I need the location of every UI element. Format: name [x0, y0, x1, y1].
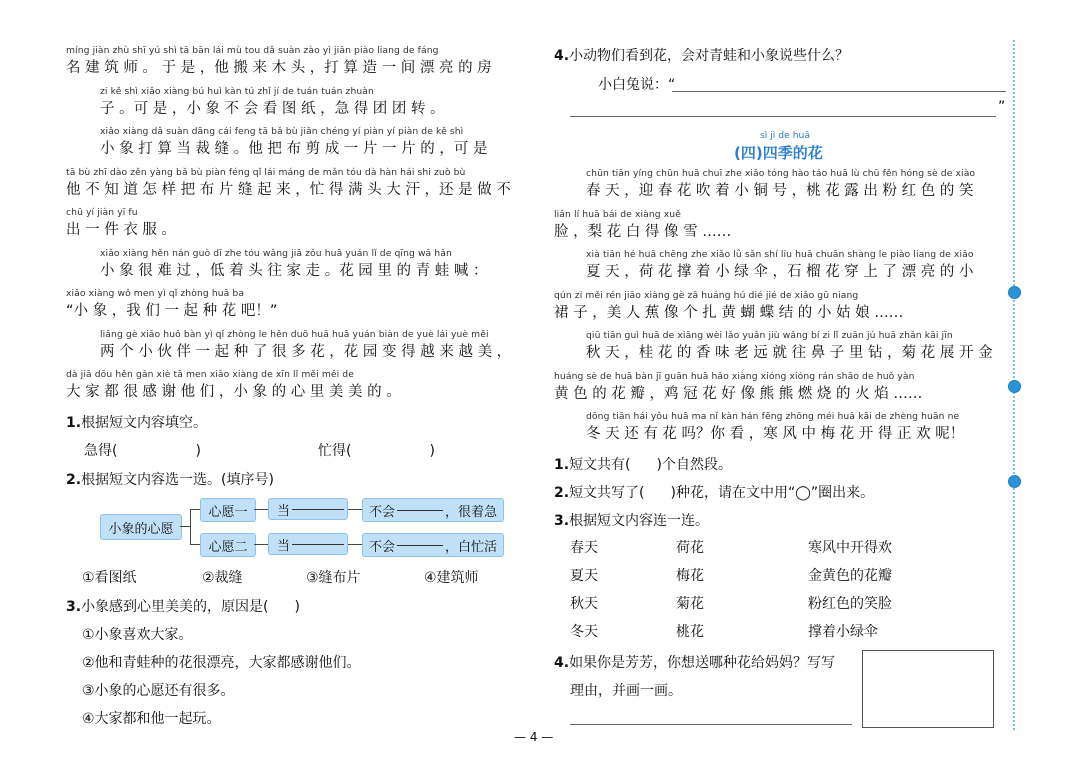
pinyin-line: qiū tiān guì huā de xiāng wèi lǎo yuǎn jiù wǎng bí zi lǐ zuān jú huā zhǎn kāi jīn — [586, 330, 953, 341]
answer-line-1[interactable] — [672, 91, 1006, 92]
hanzi-line: 两 个 小 伙 伴 一 起 种 了 很 多 花 ，花 园 变 得 越 来 越 美 ， — [100, 343, 512, 360]
page-number: — 4 — — [514, 730, 554, 744]
option-2: ②裁缝 — [202, 570, 243, 586]
right-question-4a: 4.小动物们看到花，会对青蛙和小象说些什么？ — [554, 48, 850, 64]
right-question-1[interactable]: 1.短文共有( )个自然段。 — [554, 457, 732, 473]
pinyin-line: liǎng gè xiǎo huǒ bàn yì qǐ zhòng le hěn duō huā huā yuán biàn de yuè lái yuè měi — [100, 328, 489, 340]
trait-4[interactable]: 撑着小绿伞 — [808, 624, 878, 640]
right-question-3: 3.根据短文内容连一连。 — [554, 513, 710, 529]
wish-two-result-blank[interactable]: 不会 ，白忙活 — [362, 533, 504, 557]
pinyin-line: xiǎo xiàng wǒ men yì qǐ zhòng huā ba — [66, 288, 245, 299]
flower-chrysanthemum[interactable]: 菊花 — [676, 596, 704, 612]
hanzi-line: 春 天 ，迎 春 花 吹 着 小 铜 号 ，桃 花 露 出 粉 红 色 的 笑 — [586, 183, 974, 199]
pinyin-line: dà jiā dōu hěn gǎn xiè tā men xiǎo xiàng de xīn lǐ měi měi de — [66, 369, 354, 380]
hanzi-line: 脸 ，梨 花 白 得 像 雪 …… — [554, 223, 732, 240]
trait-3[interactable]: 粉红色的笑脸 — [808, 596, 892, 612]
pinyin-line: chū yí jiàn yī fu — [66, 207, 138, 218]
hanzi-line: 子 。可 是 ，小 象 不 会 看 图 纸 ，急 得 团 团 转 。 — [100, 100, 445, 117]
hanzi-line: 小 象 打 算 当 裁 缝 。他 把 布 剪 成 一 片 一 片 的 ，可 是 — [100, 141, 488, 157]
pinyin-line: liǎn lí huā bái de xiàng xuě — [554, 208, 681, 220]
drawing-box[interactable] — [862, 650, 994, 728]
hanzi-line: 出 一 件 衣 服 。 — [66, 222, 177, 238]
hanzi-line: 冬 天 还 有 花 吗？你 看 ，寒 风 中 梅 花 开 得 正 欢 呢！ — [586, 426, 965, 442]
hanzi-line: 裙 子 ，美 人 蕉 像 个 扎 黄 蝴 蝶 结 的 小 姑 娘 …… — [554, 304, 904, 321]
pinyin-line: míng jiàn zhù shī yú shì tā bān lái mù tou dǎ suàn zào yì jiān piào liang de fáng — [66, 45, 439, 56]
binding-dot-1 — [1008, 286, 1021, 299]
fill-blank-anxious[interactable]: 急得( ) — [84, 443, 201, 459]
rabbit-says-label: 小白兔说：“ — [598, 77, 676, 93]
pinyin-line: xiǎo xiàng hěn nán guò dī zhe tóu wǎng jiā zǒu huā yuán lǐ de qīng wā hǎn — [100, 247, 452, 259]
pinyin-line: xià tiān hé huā chēng zhe xiǎo lǜ sǎn shí liu huā chuān shàng le piào liang de xiǎo — [586, 249, 974, 260]
season-summer[interactable]: 夏天 — [570, 568, 598, 584]
hanzi-line: 秋 天 ，桂 花 的 香 味 老 远 就 往 鼻 子 里 钻 ，菊 花 展 开 金 — [586, 345, 993, 361]
pinyin-line: xiǎo xiàng dǎ suàn dāng cái feng tā bǎ bù jiǎn chéng yí piàn yí piàn de kě shì — [100, 126, 464, 137]
season-winter[interactable]: 冬天 — [570, 624, 598, 640]
pinyin-line: tā bù zhī dào zěn yàng bǎ bù piàn féng qǐ lái máng de mǎn tóu dà hàn hái shi zuò bù — [66, 166, 466, 178]
wish-one-box: 心愿一 — [200, 498, 256, 522]
wish-one-result-blank[interactable]: 不会 ，很着急 — [362, 498, 504, 522]
reason-option-1: ①小象喜欢大家。 — [82, 627, 193, 643]
section-title-pinyin: sì jì de huā — [760, 130, 810, 141]
hanzi-line: 他 不 知 道 怎 样 把 布 片 缝 起 来 ，忙 得 满 头 大 汗 ，还 是 做 不 — [66, 181, 511, 198]
pinyin-line: huáng sè de huā bàn jī guān huā hǎo xiàng xióng xióng rán shāo de huǒ yàn — [554, 370, 915, 382]
left-question-2: 2.根据短文内容选一选。(填序号) — [66, 472, 274, 488]
season-autumn[interactable]: 秋天 — [570, 596, 598, 612]
reason-option-2: ②他和青蛙种的花很漂亮，大家都感谢他们。 — [82, 655, 361, 671]
pinyin-line: chūn tiān yíng chūn huā chuī zhe xiǎo tóng hào táo huā lù chū fěn hóng sè de xiào — [586, 168, 976, 179]
option-3: ③缝布片 — [306, 570, 361, 586]
trait-2[interactable]: 金黄色的花瓣 — [808, 568, 892, 584]
right-question-4b: 4.如果你是芳芳，你想送哪种花给妈妈？写写 — [554, 655, 836, 671]
left-question-1: 1.根据短文内容填空。 — [66, 415, 208, 431]
hanzi-line: 名 建 筑 师 。 于 是 ，他 搬 来 木 头 ，打 算 造 一 间 漂 亮 的 房 — [66, 60, 492, 76]
option-4: ④建筑师 — [424, 570, 479, 586]
section-title: (四)四季的花 — [734, 144, 823, 162]
right-question-4b-line2: 理由，并画一画。 — [570, 683, 682, 699]
reason-answer-line[interactable] — [570, 724, 852, 725]
reason-option-3: ③小象的心愿还有很多。 — [82, 683, 235, 699]
pinyin-line: zi kě shì xiǎo xiàng bú huì kàn tú zhǐ jí de tuán tuán zhuàn — [100, 85, 374, 97]
wish-root-box: 小象的心愿 — [100, 514, 182, 540]
binding-dot-3 — [1008, 475, 1021, 488]
flower-lotus[interactable]: 荷花 — [676, 540, 704, 556]
pinyin-line: dōng tiān hái yǒu huā ma nǐ kàn hán fēng zhōng méi huā kāi de zhèng huān ne — [586, 411, 960, 422]
pinyin-line: qún zi měi rén jiāo xiàng gè zā huáng hú dié jié de xiǎo gū niang — [554, 289, 859, 301]
left-question-3[interactable]: 3.小象感到心里美美的，原因是( ) — [66, 599, 300, 615]
wish-two-when-blank[interactable]: 当 — [268, 533, 348, 555]
close-quote: ” — [998, 99, 1006, 115]
right-question-2[interactable]: 2.短文共写了( )种花，请在文中用“◯”圈出来。 — [554, 485, 875, 501]
option-1: ①看图纸 — [82, 570, 137, 586]
hanzi-line: 大 家 都 很 感 谢 他 们 ，小 象 的 心 里 美 美 的 。 — [66, 384, 401, 400]
answer-line-2[interactable] — [570, 116, 996, 117]
fill-blank-busy[interactable]: 忙得( ) — [318, 443, 435, 459]
hanzi-line: 黄 色 的 花 瓣 ，鸡 冠 花 好 像 熊 熊 燃 烧 的 火 焰 …… — [554, 385, 923, 402]
wish-one-when-blank[interactable]: 当 — [268, 498, 348, 520]
hanzi-line: 小 象 很 难 过 ，低 着 头 往 家 走 。花 园 里 的 青 蛙 喊 ： — [100, 262, 488, 279]
flower-plum[interactable]: 梅花 — [676, 568, 704, 584]
season-spring[interactable]: 春天 — [570, 540, 598, 556]
flower-peach[interactable]: 桃花 — [676, 624, 704, 640]
wish-two-box: 心愿二 — [200, 533, 256, 557]
reason-option-4: ④大家都和他一起玩。 — [82, 711, 221, 727]
hanzi-line: 夏 天 ，荷 花 撑 着 小 绿 伞 ，石 榴 花 穿 上 了 漂 亮 的 小 — [586, 264, 974, 280]
hanzi-line: “小 象 ，我 们 一 起 种 花 吧！” — [66, 303, 278, 319]
trait-1[interactable]: 寒风中开得欢 — [808, 540, 892, 556]
binding-dot-2 — [1008, 380, 1021, 393]
